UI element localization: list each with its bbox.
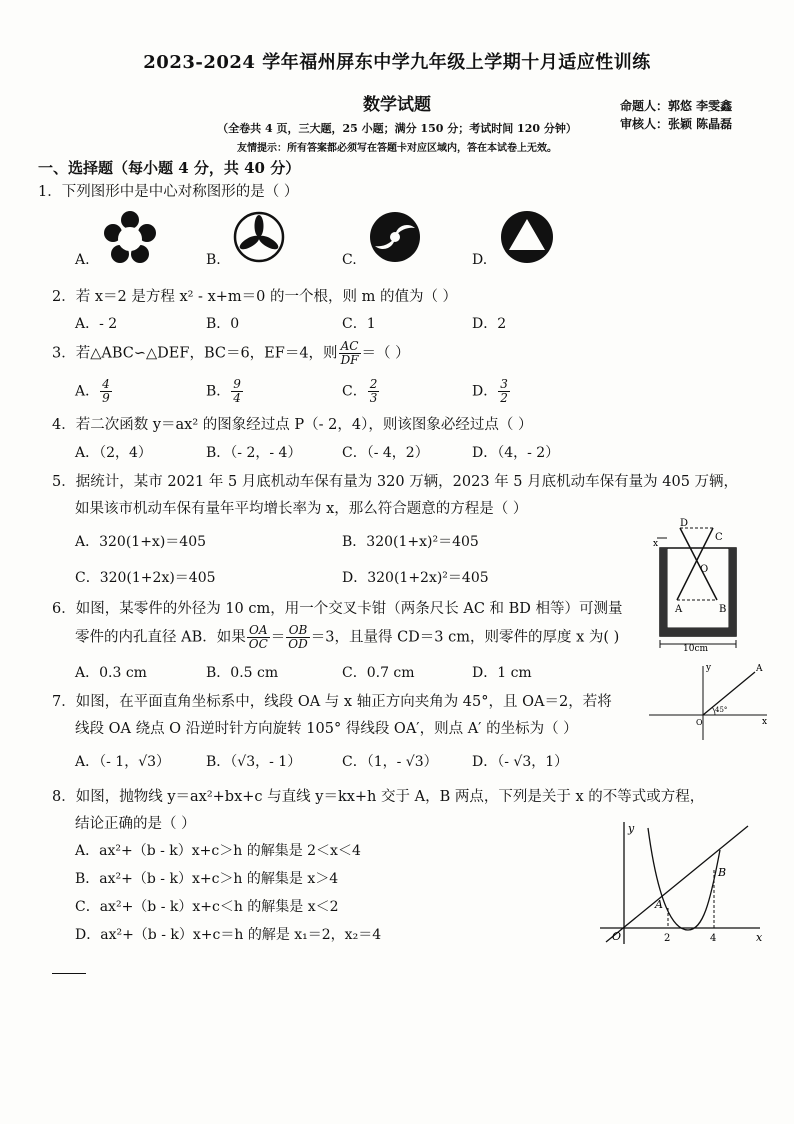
q4-option-c: C．（- 4，2） (342, 445, 429, 461)
q3-option-b-label: B． (206, 383, 231, 400)
q8-line-2: 结论正确的是（ ） (75, 816, 196, 832)
q3-option-d-num: 3 (500, 377, 508, 391)
q5-option-d: D．320(1+2x)²＝405 (342, 570, 489, 586)
q3-option-d (472, 378, 511, 405)
q7-option-c: C．（1，- √3） (342, 754, 438, 770)
q8-option-c: C．ax²+（b - k）x+c＜h 的解集是 x＜2 (75, 899, 339, 915)
q8-tick-4: 4 (710, 933, 717, 944)
q2-stem: 2．若 x＝2 是方程 x² - x+m＝0 的一个根，则 m 的值为（ ） (52, 289, 458, 305)
q7-line-1: 7．如图，在平面直角坐标系中，线段 OA 与 x 轴正方向夹角为 45°，且 OA＝2，若将 (52, 694, 612, 710)
q6-frac2-den: OD (288, 637, 308, 651)
q8-label-b: B (718, 866, 727, 879)
exam-title: 2023-2024 学年福州屏东中学九年级上学期十月适应性训练 (143, 52, 651, 73)
exam-info: （全卷共 4 页，三大题，25 小题；满分 150 分；考试时间 120 分钟） (217, 122, 577, 135)
q7-option-b: B．（√3，- 1） (206, 754, 302, 770)
q3-option-a-label: A． (75, 383, 100, 400)
q3-option-d-label: D． (472, 383, 498, 400)
section-title: 一、选择题（每小题 4 分，共 40 分） (38, 159, 301, 177)
q1-option-b: B. (206, 252, 221, 268)
q3-option-d-den: 2 (500, 391, 508, 405)
q7-option-a: A．（- 1，√3） (75, 754, 171, 770)
q1-option-a: A. (75, 252, 90, 268)
q3-frac-den: DF (340, 353, 359, 367)
q3-fraction (339, 340, 361, 367)
q8-label-y: y (628, 822, 635, 835)
q6-option-d: D．1 cm (472, 665, 532, 681)
q4-stem: 4．若二次函数 y＝ax² 的图象经过点 P（- 2，4），则该图象必经过点（ ） (52, 417, 533, 433)
subject-title: 数学试题 (363, 95, 431, 115)
q2-option-a: A．- 2 (75, 316, 118, 332)
q5-option-b: B．320(1+x)²＝405 (342, 534, 479, 550)
q3-option-b-num: 9 (233, 377, 241, 391)
q6-option-c: C．0.7 cm (342, 665, 415, 681)
q7-coordinate-figure (645, 662, 773, 742)
q6-option-b: B．0.5 cm (206, 665, 279, 681)
q6-frac2-num: OB (286, 624, 309, 638)
q2-option-d: D．2 (472, 316, 507, 332)
q3-stem (52, 340, 410, 367)
q6-label-a: A (675, 604, 683, 615)
q7-label-o: O (696, 718, 703, 727)
q6-option-a: A．0.3 cm (75, 665, 147, 681)
q1-stem: 1．下列图形中是中心对称图形的是（ ） (38, 184, 299, 200)
q5-option-c: C．320(1+2x)＝405 (75, 570, 216, 586)
q1-figure-b (232, 210, 286, 264)
exam-tip: 友情提示：所有答案都必须写在答题卡对应区域内，答在本试卷上无效。 (237, 143, 557, 154)
q3-option-b-den: 4 (233, 391, 241, 405)
q6-line-2-pre: 零件的内孔直径 AB．如果 (75, 629, 246, 646)
author-line-1: 命题人：郭悠 李雯鑫 (620, 99, 733, 113)
q6-line-2-post: ＝3，且量得 CD＝3 cm，则零件的厚度 x 为( ) (310, 629, 620, 646)
q3-option-a-den: 9 (102, 391, 110, 405)
q7-label-a: A (756, 664, 763, 674)
q7-angle-label: 45° (715, 706, 728, 714)
q7-option-d: D．（- √3，1） (472, 754, 569, 770)
q8-tick-2: 2 (664, 933, 671, 944)
q2-option-c: C．1 (342, 316, 376, 332)
q6-line-2 (75, 624, 619, 651)
q6-label-d: D (680, 518, 689, 529)
q4-option-d: D．（4，- 2） (472, 445, 560, 461)
q3-option-c-den: 3 (369, 391, 378, 405)
q8-label-x: x (756, 931, 763, 944)
q5-line-1: 5．据统计，某市 2021 年 5 月底机动车保有量为 320 万辆，2023 年 5 月底机动车保有量为 405 万辆， (52, 474, 739, 490)
q8-label-o: O (612, 930, 622, 943)
q5-line-2: 如果该市机动车保有量年平均增长率为 x，那么符合题意的方程是（ ） (75, 501, 528, 517)
q3-stem-pre: 3．若△ABC∽△DEF，BC＝6，EF＝4，则 (52, 345, 338, 362)
q6-dimension: 10cm (683, 644, 709, 654)
q6-frac1-num: OA (247, 624, 270, 638)
q1-option-d: D. (472, 252, 488, 268)
q8-option-a: A．ax²+（b - k）x+c＞h 的解集是 2＜x＜4 (75, 843, 361, 859)
q1-figure-c (368, 210, 422, 264)
q4-option-a: A．（2，4） (75, 445, 152, 461)
q8-graph-figure (598, 818, 768, 948)
q2-option-b: B．0 (206, 316, 240, 332)
q6-label-x: x (653, 539, 659, 549)
q6-line-1: 6．如图，某零件的外径为 10 cm，用一个交叉卡钳（两条尺长 AC 和 BD 相等）可测量 (52, 601, 623, 617)
q3-option-a-num: 4 (102, 377, 110, 391)
q3-option-a (75, 378, 113, 405)
author-line-2: 审核人：张颖 陈晶磊 (620, 117, 733, 131)
q8-option-b: B．ax²+（b - k）x+c＞h 的解集是 x＞4 (75, 871, 339, 887)
q3-option-c-label: C． (342, 383, 367, 400)
q1-figure-d (500, 210, 554, 264)
q8-option-d: D．ax²+（b - k）x+c＝h 的解是 x₁＝2，x₂＝4 (75, 927, 382, 943)
q6-label-o: O (700, 564, 709, 575)
footnote-rule (52, 973, 86, 974)
q5-option-a: A．320(1+x)＝405 (75, 534, 207, 550)
q4-option-b: B．（- 2，- 4） (206, 445, 302, 461)
q3-option-c (342, 378, 380, 405)
q8-line-1: 8．如图，抛物线 y＝ax²+bx+c 与直线 y＝kx+h 交于 A，B 两点，下列是关于 x 的不等式或方程， (52, 789, 705, 805)
q6-caliper-figure (655, 518, 750, 653)
q1-figure-a (100, 208, 160, 268)
q6-frac-eq: ＝ (270, 629, 286, 646)
q3-frac-num: AC (339, 340, 361, 354)
q7-label-y: y (706, 663, 712, 673)
q7-line-2: 线段 OA 绕点 O 沿逆时针方向旋转 105° 得线段 OA′，则点 A′ 的坐标为（ ） (75, 721, 578, 737)
q8-label-a: A (655, 898, 663, 911)
q6-label-c: C (715, 532, 723, 543)
q6-frac1-den: OC (248, 637, 268, 651)
q3-option-c-num: 2 (369, 377, 378, 391)
q7-label-x: x (762, 717, 768, 727)
q3-stem-post: ＝（ ） (361, 345, 410, 362)
q1-option-c: C. (342, 252, 357, 268)
q3-option-b (206, 378, 244, 405)
q6-label-b: B (719, 604, 727, 615)
